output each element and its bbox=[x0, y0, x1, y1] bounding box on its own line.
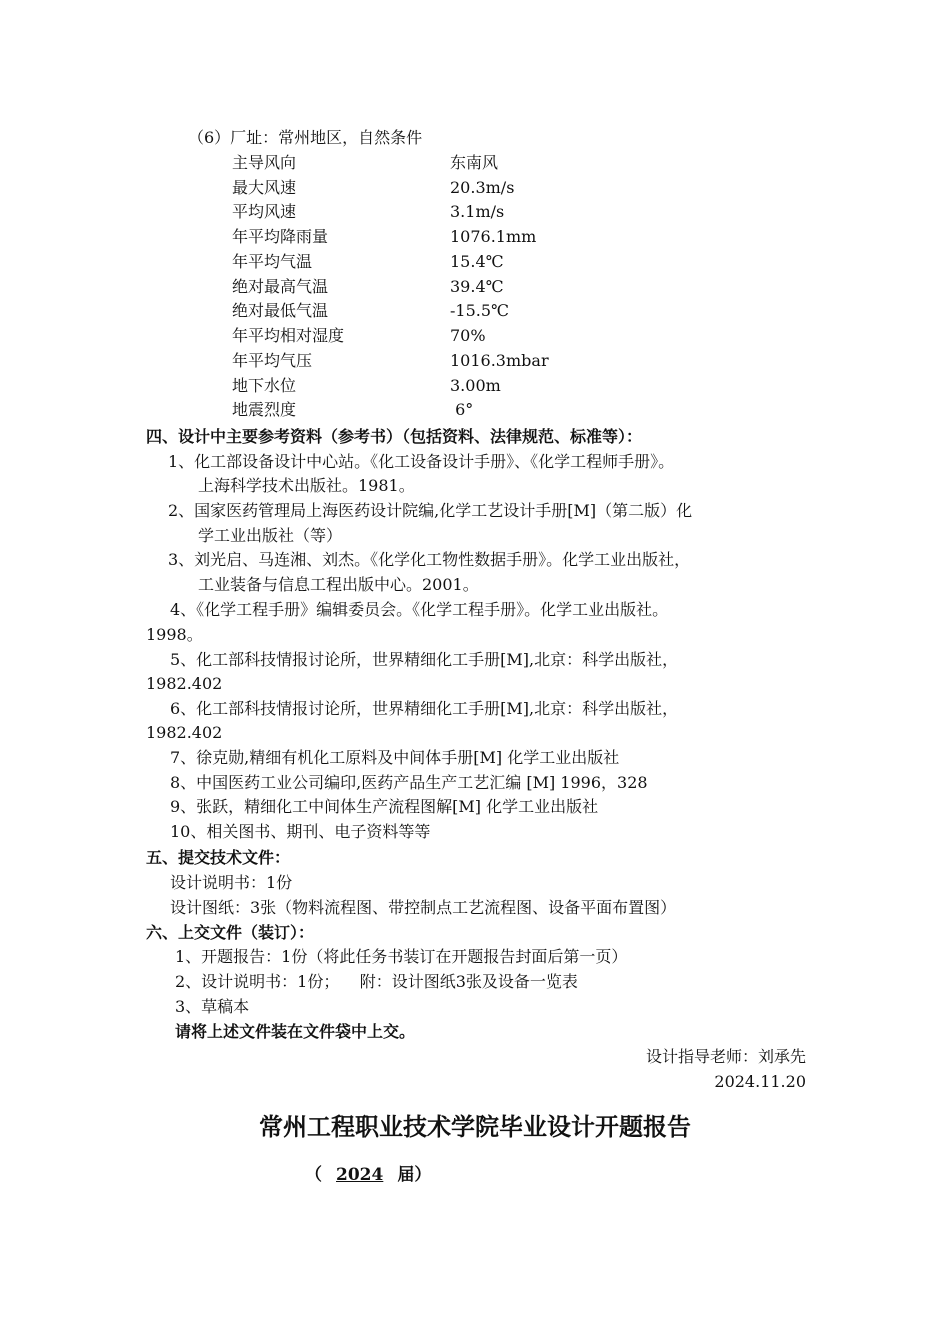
reference-line: 1982.402 bbox=[146, 674, 223, 693]
report-title: 常州工程职业技术学院毕业设计开题报告 bbox=[259, 1113, 691, 1141]
reference-line: 7、徐克勋,精细有机化工原料及中间体手册[M] 化学工业出版社 bbox=[170, 748, 620, 767]
climate-key: 年平均相对湿度 bbox=[232, 326, 345, 345]
deliverable-line: 设计图纸：3张（物料流程图、带控制点工艺流程图、设备平面布置图） bbox=[170, 898, 677, 917]
site-heading: （6）厂址：常州地区，自然条件 bbox=[188, 128, 423, 147]
climate-value: 70% bbox=[450, 326, 486, 345]
reference-line: 6、化工部科技情报讨论所，世界精细化工手册[M],北京：科学出版社， bbox=[170, 699, 679, 718]
climate-value: 20.3m/s bbox=[450, 178, 515, 197]
climate-value: 东南风 bbox=[450, 153, 499, 172]
climate-key: 地下水位 bbox=[232, 376, 297, 395]
submission-line: 2、设计说明书：1份； 附：设计图纸3张及设备一览表 bbox=[175, 972, 578, 991]
reference-line: 工业装备与信息工程出版中心。2001。 bbox=[198, 575, 479, 594]
reference-line: 8、中国医药工业公司编印,医药产品生产工艺汇编 [M] 1996，328 bbox=[170, 773, 648, 792]
climate-key: 主导风向 bbox=[232, 153, 297, 172]
reference-line: 学工业出版社（等） bbox=[198, 526, 343, 545]
class-year-value: 2024 bbox=[336, 1165, 384, 1185]
section-6-heading: 六、上交文件（装订）： bbox=[146, 923, 315, 942]
signature-date: 2024.11.20 bbox=[714, 1072, 806, 1091]
section-5-heading: 五、提交技术文件： bbox=[146, 848, 291, 867]
submission-line: 3、草稿本 bbox=[175, 997, 250, 1016]
deliverable-line: 设计说明书：1份 bbox=[170, 873, 293, 892]
climate-key: 地震烈度 bbox=[232, 400, 297, 419]
reference-line: 10、相关图书、期刊、电子资料等等 bbox=[170, 822, 431, 841]
reference-line: 1、化工部设备设计中心站。《化工设备设计手册》、《化学工程师手册》。 bbox=[168, 452, 675, 471]
climate-key: 绝对最低气温 bbox=[232, 301, 329, 320]
reference-line: 9、张跃，精细化工中间体生产流程图解[M] 化学工业出版社 bbox=[170, 797, 599, 816]
class-year-close: 届） bbox=[397, 1165, 432, 1185]
reference-line: 1998。 bbox=[146, 625, 203, 644]
climate-value: 3.00m bbox=[450, 376, 501, 395]
climate-value: 15.4℃ bbox=[450, 252, 504, 271]
advisor-signature: 设计指导老师：刘承先 bbox=[645, 1047, 806, 1066]
climate-value: 6° bbox=[450, 400, 474, 419]
reference-line: 3、刘光启、马连湘、刘杰。《化学化工物性数据手册》。化学工业出版社， bbox=[168, 550, 691, 569]
climate-value: 1016.3mbar bbox=[450, 351, 549, 370]
climate-value: 1076.1mm bbox=[450, 227, 537, 246]
class-year bbox=[305, 1160, 431, 1185]
climate-key: 年平均气温 bbox=[232, 252, 313, 271]
reference-line: 上海科学技术出版社。1981。 bbox=[198, 476, 415, 495]
climate-key: 平均风速 bbox=[232, 202, 297, 221]
class-year-open: （ bbox=[305, 1165, 322, 1185]
climate-value: 3.1m/s bbox=[450, 202, 505, 221]
submission-line: 1、开题报告：1份（将此任务书装订在开题报告封面后第一页） bbox=[175, 947, 628, 966]
reference-line: 4、《化学工程手册》编辑委员会。《化学工程手册》。化学工业出版社。 bbox=[170, 600, 669, 619]
reference-line: 1982.402 bbox=[146, 723, 223, 742]
climate-key: 最大风速 bbox=[232, 178, 297, 197]
reference-line: 5、化工部科技情报讨论所，世界精细化工手册[M],北京：科学出版社， bbox=[170, 650, 679, 669]
climate-key: 年平均降雨量 bbox=[232, 227, 329, 246]
climate-key: 年平均气压 bbox=[232, 351, 313, 370]
climate-value: -15.5℃ bbox=[450, 301, 509, 320]
section-4-heading: 四、设计中主要参考资料（参考书）（包括资料、法律规范、标准等）： bbox=[146, 427, 643, 446]
reference-line: 2、国家医药管理局上海医药设计院编,化学工艺设计手册[M]（第二版）化 bbox=[168, 501, 693, 520]
climate-key: 绝对最高气温 bbox=[232, 277, 329, 296]
submission-note: 请将上述文件装在文件袋中上交。 bbox=[175, 1022, 416, 1041]
climate-value: 39.4℃ bbox=[450, 277, 504, 296]
